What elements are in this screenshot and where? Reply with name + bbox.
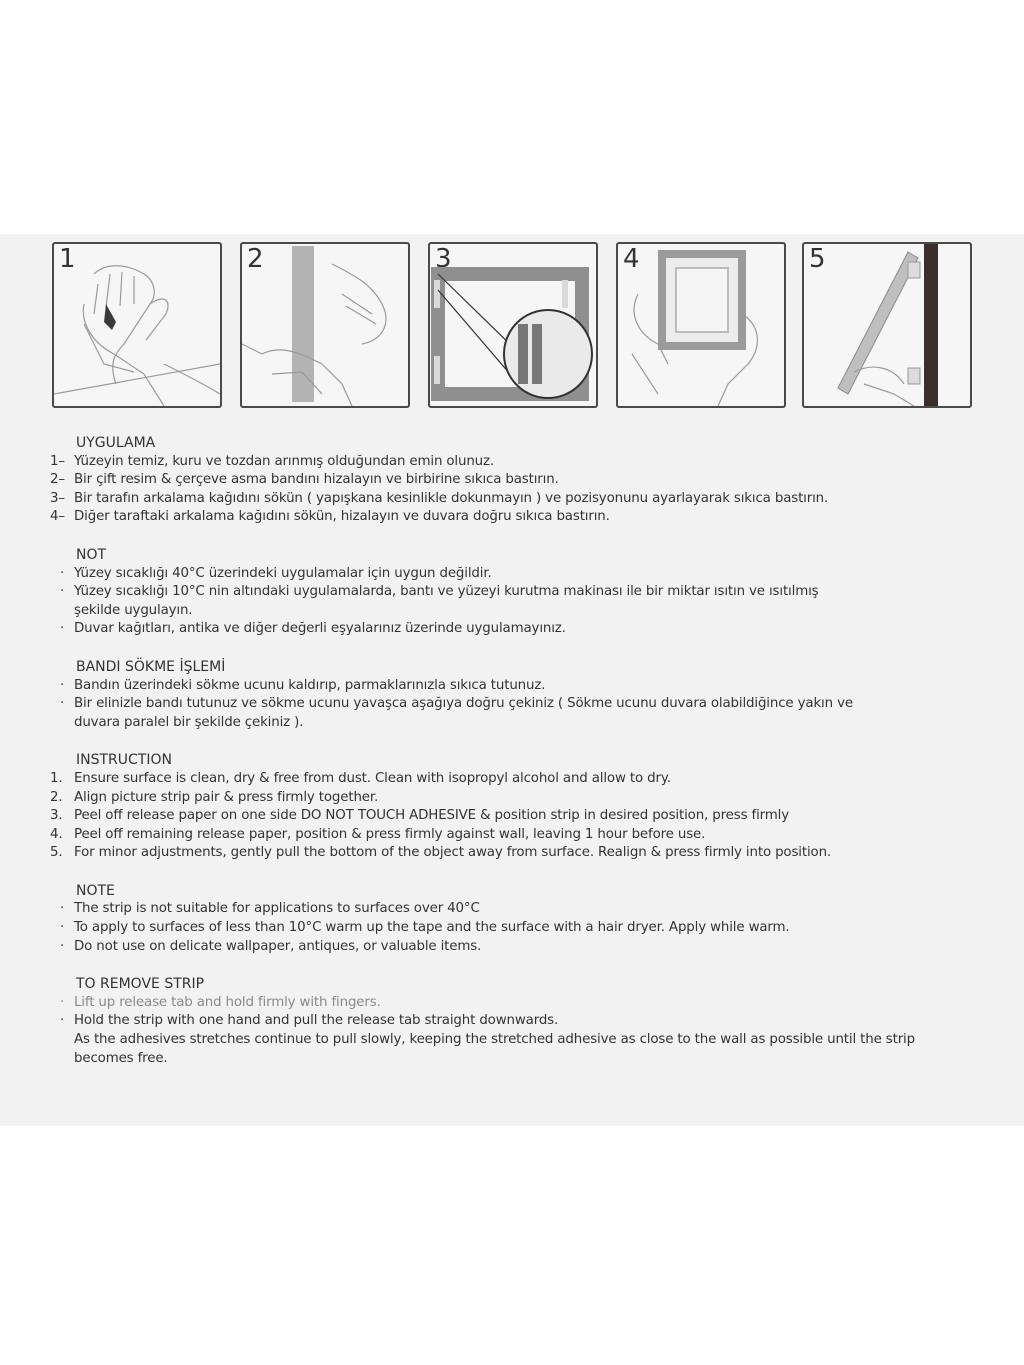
- list-item: [50, 807, 950, 826]
- list-item: [50, 602, 950, 621]
- panel-number: 2: [247, 244, 264, 274]
- list-item: [50, 583, 950, 602]
- list-item: [50, 919, 950, 938]
- item-text: Yüzeyin temiz, kuru ve tozdan arınmış olduğundan emin olunuz.: [74, 453, 494, 469]
- list-item: [50, 844, 950, 863]
- list-item: [50, 714, 950, 733]
- item-text: duvara paralel bir şekilde çekiniz ).: [74, 714, 304, 730]
- list-item: [50, 1012, 950, 1031]
- panel-4: [616, 242, 786, 408]
- item-text: Lift up release tab and hold firmly with fingers.: [74, 994, 381, 1010]
- list-item: [50, 453, 950, 472]
- item-text: Bandın üzerindeki sökme ucunu kaldırıp, parmaklarınızla sıkıca tutunuz.: [74, 677, 546, 693]
- item-text: Yüzey sıcaklığı 40°C üzerindeki uygulamalar için uygun değildir.: [74, 565, 492, 581]
- section-heading: NOTE: [76, 882, 115, 899]
- list-item: [50, 565, 950, 584]
- section-heading: TO REMOVE STRIP: [76, 976, 205, 993]
- item-marker: ·: [59, 677, 65, 693]
- item-marker: ·: [59, 901, 65, 917]
- item-marker: ·: [59, 621, 65, 637]
- list-item: [50, 900, 950, 919]
- list-item: [50, 677, 950, 696]
- item-marker: [50, 1031, 74, 1050]
- item-marker: ·: [59, 920, 65, 936]
- item-marker: 4–: [50, 509, 65, 525]
- list-item: [50, 770, 950, 789]
- illustration-panels: [52, 242, 972, 410]
- hand-cleaning-surface-icon: [54, 244, 220, 406]
- item-marker: ·: [59, 584, 65, 600]
- item-marker: 3.: [50, 808, 63, 824]
- list-item: [50, 471, 950, 490]
- item-marker: [50, 1050, 74, 1069]
- item-marker: [50, 714, 74, 733]
- item-marker: 2–: [50, 472, 65, 488]
- item-text: For minor adjustments, gently pull the bottom of the object away from surface. Realign & press firmly into position.: [74, 845, 832, 861]
- frame-position-icon: [618, 244, 784, 406]
- item-marker: 1–: [50, 453, 65, 469]
- item-marker: 5.: [50, 845, 63, 861]
- item-text: Hold the strip with one hand and pull the release tab straight downwards.: [74, 1013, 559, 1029]
- list-item: [50, 789, 950, 808]
- item-marker: 2.: [50, 789, 63, 805]
- panel-3: [428, 242, 598, 408]
- list-item: [50, 508, 950, 527]
- item-text: Bir elinizle bandı tutunuz ve sökme ucunu yavaşca aşağıya doğru çekiniz ( Sökme ucunu duvara olabildiğince yakın ve: [74, 696, 853, 712]
- panel-1: [52, 242, 222, 408]
- item-text: Align picture strip pair & press firmly together.: [74, 789, 379, 805]
- section-gap: [50, 639, 950, 658]
- instructions-text: [50, 434, 950, 1068]
- item-marker: ·: [59, 1013, 65, 1029]
- panel-5: [802, 242, 972, 408]
- list-item: [50, 695, 950, 714]
- item-marker: ·: [59, 994, 65, 1010]
- section-gap: [50, 527, 950, 546]
- section-gap: [50, 956, 950, 975]
- item-marker: [50, 602, 74, 621]
- item-marker: 3–: [50, 490, 65, 506]
- panel-number: 3: [435, 244, 452, 274]
- panel-number: 1: [59, 244, 76, 274]
- item-text: Duvar kağıtları, antika ve diğer değerli eşyalarınız üzerinde uygulamayınız.: [74, 621, 566, 637]
- item-text: To apply to surfaces of less than 10°C warm up the tape and the surface with a hair dryer. Apply while warm.: [74, 920, 790, 936]
- list-item: [50, 1031, 950, 1050]
- list-item: [50, 490, 950, 509]
- item-marker: ·: [59, 696, 65, 712]
- item-text: Do not use on delicate wallpaper, antiques, or valuable items.: [74, 938, 482, 954]
- section-gap: [50, 863, 950, 882]
- section-gap: [50, 732, 950, 751]
- list-item: [50, 620, 950, 639]
- section-heading: UYGULAMA: [76, 435, 156, 451]
- frame-corner-strips-icon: [430, 244, 596, 406]
- pull-tab-wall-icon: [804, 244, 970, 406]
- panel-2: [240, 242, 410, 408]
- item-marker: 1.: [50, 770, 63, 786]
- item-text: Ensure surface is clean, dry & free from dust. Clean with isopropyl alcohol and allow to dry.: [74, 770, 671, 786]
- item-text: şekilde uygulayın.: [74, 602, 193, 618]
- align-strip-icon: [242, 244, 408, 406]
- item-marker: 4.: [50, 826, 63, 842]
- list-item: [50, 826, 950, 845]
- item-text: Peel off remaining release paper, position & press firmly against wall, leaving 1 hour before use.: [74, 826, 706, 842]
- item-text: As the adhesives stretches continue to pull slowly, keeping the stretched adhesive as close to the wall as possible until the strip: [74, 1032, 915, 1048]
- item-text: Bir tarafın arkalama kağıdını sökün ( yapışkana kesinlikle dokunmayın ) ve pozisyonunu ayarlayarak sıkıca bastırın.: [74, 490, 829, 506]
- item-marker: ·: [59, 938, 65, 954]
- item-text: The strip is not suitable for applications to surfaces over 40°C: [74, 901, 480, 917]
- item-text: Bir çift resim & çerçeve asma bandını hizalayın ve birbirine sıkıca bastırın.: [74, 472, 559, 488]
- panel-number: 4: [623, 244, 640, 274]
- list-item: [50, 1050, 950, 1069]
- section-heading: NOT: [76, 546, 107, 563]
- item-text: Yüzey sıcaklığı 10°C nin altındaki uygulamalarda, bantı ve yüzeyi kurutma makinası ile bir miktar ısıtın ve ısıtılmış: [74, 584, 819, 600]
- list-item: [50, 994, 950, 1013]
- item-text: becomes free.: [74, 1050, 168, 1066]
- panel-number: 5: [809, 244, 826, 274]
- item-marker: ·: [59, 565, 65, 581]
- item-text: Peel off release paper on one side DO NOT TOUCH ADHESIVE & position strip in desired position, press firmly: [74, 808, 790, 824]
- item-text: Diğer taraftaki arkalama kağıdını sökün, hizalayın ve duvara doğru sıkıca bastırın.: [74, 509, 610, 525]
- section-heading: INSTRUCTION: [76, 752, 172, 769]
- list-item: [50, 938, 950, 957]
- section-heading: BANDI SÖKME İŞLEMİ: [76, 658, 226, 675]
